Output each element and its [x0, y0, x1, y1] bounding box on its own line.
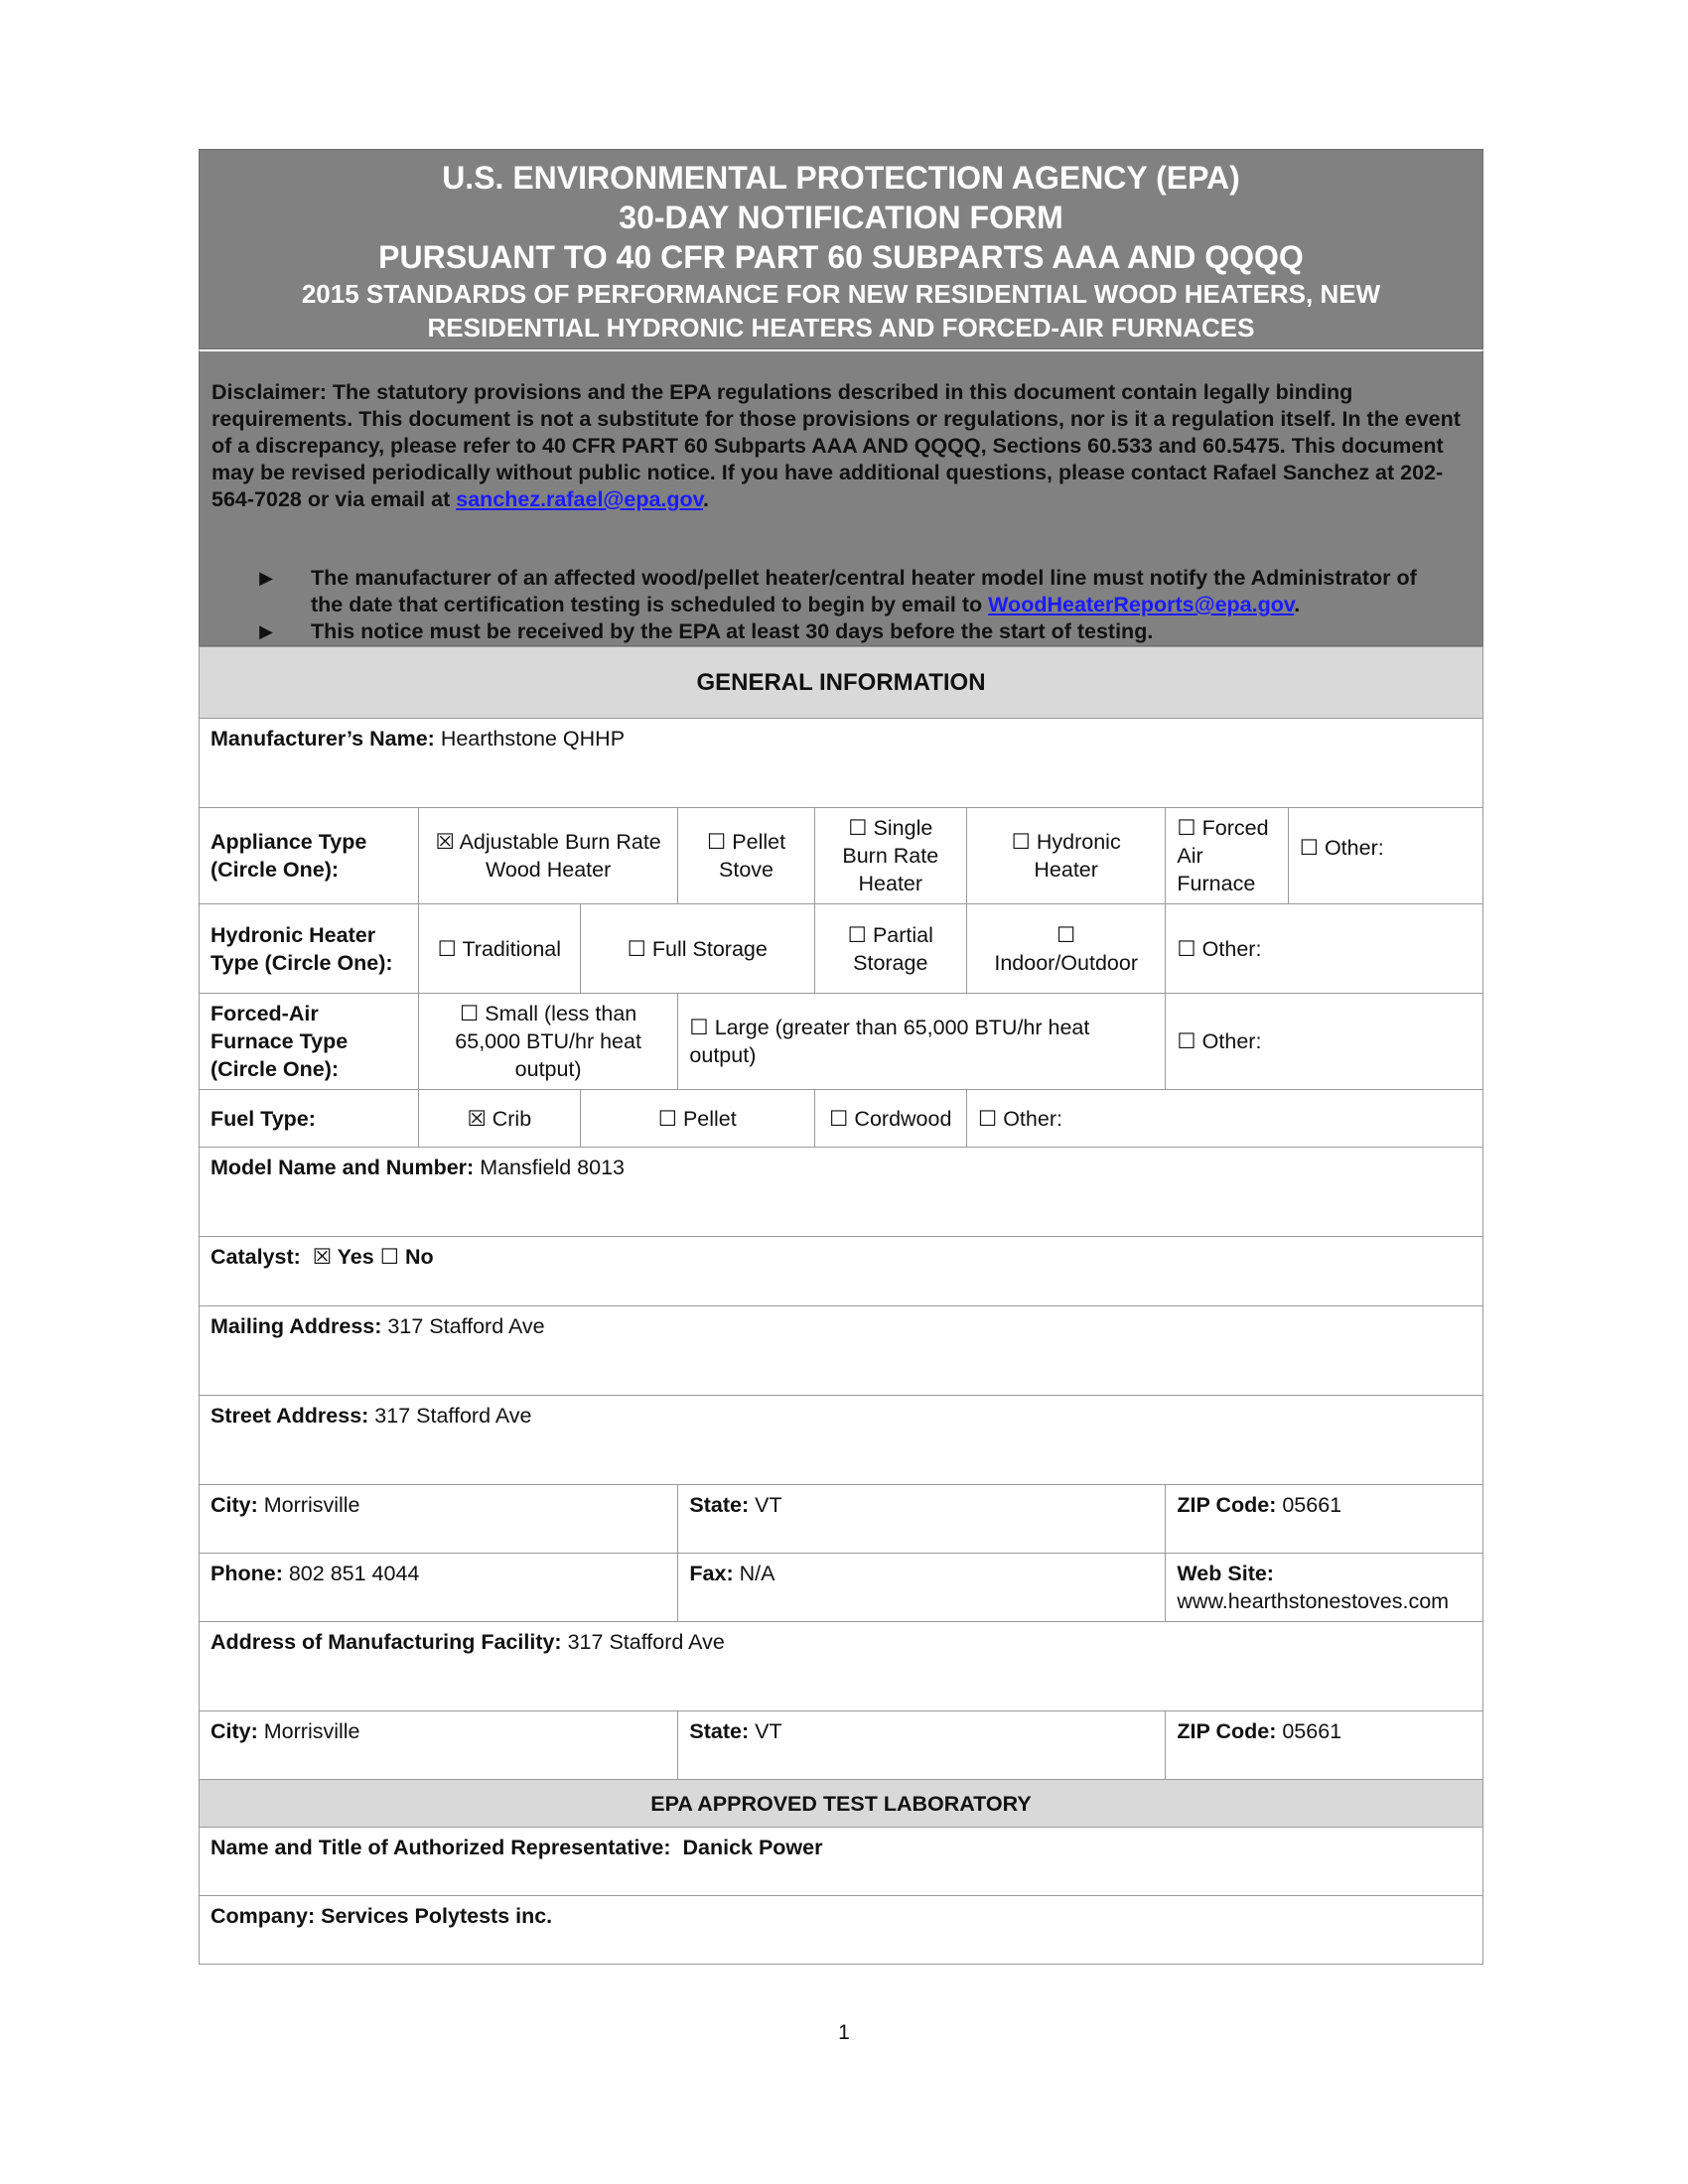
- fax-value: N/A: [739, 1562, 775, 1585]
- furnace-type-label: Forced-Air Furnace Type (Circle One):: [200, 994, 419, 1090]
- state-label: State:: [689, 1493, 750, 1517]
- facility-zip-label: ZIP Code:: [1177, 1719, 1277, 1743]
- section-title-test-lab: EPA APPROVED TEST LABORATORY: [200, 1780, 1483, 1828]
- checkbox-icon[interactable]: ☐: [437, 936, 457, 961]
- mailing-address-field[interactable]: [200, 1306, 1483, 1396]
- website-label: Web Site:: [1177, 1562, 1274, 1585]
- bullet-arrow-icon: ▶: [259, 568, 273, 588]
- street-address-field[interactable]: [200, 1396, 1483, 1485]
- disclaimer-paragraph: Disclaimer: The statutory provisions and the EPA regulations described in this document contain legally binding requirements. This document is not a substitute for those provisions or regulations, nor is it a regulation itself. In the event of a discrepancy, please refer to 40 CFR PART 60 Subparts AAA AND QQQQ, Sections 60.533 and 60.5475. This document may be revised periodically without public notice. If you have additional questions, please contact Rafael Sanchez at 202-564-7028 or via email at sanchez.rafael@epa.gov.: [211, 380, 1461, 511]
- mailing-address-label: Mailing Address:: [211, 1314, 382, 1338]
- catalyst-no-checkbox-icon[interactable]: ☐: [379, 1245, 399, 1269]
- checkbox-icon[interactable]: ☐: [627, 936, 646, 961]
- checkbox-icon[interactable]: ☐: [977, 1106, 998, 1131]
- catalyst-label: Catalyst:: [211, 1245, 301, 1269]
- facility-state-label: State:: [689, 1719, 750, 1743]
- header-pursuant: PURSUANT TO 40 CFR PART 60 SUBPARTS AAA AND QQQQ: [378, 239, 1304, 275]
- bullet-arrow-icon: ▶: [259, 621, 273, 641]
- checkbox-icon[interactable]: ☐: [1177, 1029, 1196, 1053]
- facility-city-value: Morrisville: [263, 1719, 360, 1743]
- appliance-option-adjustable-burn[interactable]: ☒ Adjustable Burn Rate Wood Heater: [418, 808, 678, 904]
- furnace-option-large[interactable]: ☐ Large (greater than 65,000 BTU/hr heat output): [678, 994, 1166, 1090]
- state-field[interactable]: [678, 1485, 1166, 1554]
- bullet-text: This notice must be received by the EPA at least 30 days before the start of testing.: [311, 619, 1154, 643]
- model-value: Mansfield 8013: [480, 1156, 626, 1179]
- header-form-name: 30-DAY NOTIFICATION FORM: [619, 200, 1063, 235]
- fuel-option-cordwood[interactable]: ☐ Cordwood: [814, 1090, 966, 1148]
- manufacturer-value: Hearthstone QHHP: [440, 727, 626, 751]
- appliance-option-single-burn[interactable]: ☐ Single Burn Rate Heater: [814, 808, 966, 904]
- furnace-option-small[interactable]: ☐ Small (less than 65,000 BTU/hr heat output): [418, 994, 678, 1090]
- state-value: VT: [755, 1493, 782, 1517]
- facility-address-value: 317 Stafford Ave: [567, 1630, 725, 1654]
- appliance-type-label: Appliance Type (Circle One):: [200, 808, 419, 904]
- appliance-option-pellet-stove[interactable]: ☐ Pellet Stove: [678, 808, 814, 904]
- bullet-list: [211, 565, 1471, 645]
- fax-field[interactable]: [678, 1554, 1166, 1622]
- model-field[interactable]: [200, 1148, 1483, 1237]
- representative-value: Danick Power: [682, 1836, 823, 1859]
- checkbox-icon[interactable]: ☐: [829, 1106, 849, 1131]
- facility-address-label: Address of Manufacturing Facility:: [211, 1630, 562, 1654]
- fuel-option-pellet[interactable]: ☐ Pellet: [580, 1090, 814, 1148]
- city-field[interactable]: [200, 1485, 678, 1554]
- page-number: 1: [838, 2021, 850, 2044]
- reports-email-link[interactable]: WoodHeaterReports@epa.gov: [988, 593, 1295, 616]
- phone-label: Phone:: [211, 1562, 283, 1585]
- checkbox-icon[interactable]: ☐: [1177, 816, 1196, 840]
- fuel-option-other[interactable]: ☐ Other:: [966, 1090, 1482, 1148]
- checked-box-icon[interactable]: ☒: [435, 830, 455, 854]
- facility-address-field[interactable]: [200, 1622, 1483, 1711]
- checkbox-icon[interactable]: ☐: [1056, 922, 1076, 947]
- bullet-item: ▶ The manufacturer of an affected wood/pellet heater/central heater model line must notify the Administrator of the date that certification testing is scheduled to begin by email to WoodHeaterReports@epa.gov.: [211, 565, 1471, 618]
- checkbox-icon[interactable]: ☐: [848, 816, 868, 840]
- phone-value: 802 851 4044: [288, 1562, 420, 1585]
- facility-zip-value: 05661: [1282, 1719, 1342, 1743]
- bullet-text: The manufacturer of an affected wood/pellet heater/central heater model line must notify the Administrator of the date that certification testing is scheduled to begin by email to: [311, 566, 1417, 616]
- fuel-type-label: Fuel Type:: [200, 1090, 419, 1148]
- appliance-option-hydronic[interactable]: ☐ Hydronic Heater: [966, 808, 1165, 904]
- hydronic-option-indoor-outdoor[interactable]: ☐ Indoor/Outdoor: [966, 904, 1165, 994]
- furnace-option-other[interactable]: ☐ Other:: [1166, 994, 1483, 1090]
- manufacturer-field[interactable]: [200, 719, 1483, 808]
- checkbox-icon[interactable]: ☐: [460, 1002, 480, 1025]
- contact-email-link[interactable]: sanchez.rafael@epa.gov: [456, 487, 704, 511]
- checkbox-icon[interactable]: ☐: [847, 922, 867, 947]
- street-address-value: 317 Stafford Ave: [374, 1404, 532, 1428]
- fax-label: Fax:: [689, 1562, 734, 1585]
- bullet-item: [211, 618, 1471, 645]
- city-value: Morrisville: [263, 1493, 360, 1517]
- phone-field[interactable]: [200, 1554, 678, 1622]
- company-label: Company:: [211, 1904, 316, 1928]
- general-information-table: [199, 646, 1483, 1965]
- website-field[interactable]: [1166, 1554, 1483, 1622]
- zip-value: 05661: [1282, 1493, 1342, 1517]
- facility-state-value: VT: [755, 1719, 782, 1743]
- checkbox-icon[interactable]: ☐: [1299, 836, 1319, 860]
- form-header: [199, 149, 1483, 349]
- hydronic-option-partial-storage[interactable]: ☐ Partial Storage: [814, 904, 966, 994]
- zip-label: ZIP Code:: [1177, 1493, 1277, 1517]
- disclaimer-box: [199, 349, 1483, 646]
- checked-box-icon[interactable]: ☒: [467, 1106, 487, 1131]
- section-title-general: GENERAL INFORMATION: [200, 647, 1483, 719]
- facility-city-field[interactable]: [200, 1711, 678, 1780]
- manufacturer-label: Manufacturer’s Name:: [211, 727, 435, 751]
- facility-state-field[interactable]: [678, 1711, 1166, 1780]
- fuel-option-crib[interactable]: ☒ Crib: [418, 1090, 580, 1148]
- website-value: www.hearthstonestoves.com: [1177, 1589, 1450, 1613]
- header-standards: 2015 STANDARDS OF PERFORMANCE FOR NEW RESIDENTIAL WOOD HEATERS, NEW RESIDENTIAL HYDRONIC HEATERS AND FORCED-AIR FURNACES: [301, 279, 1381, 342]
- header-agency: U.S. ENVIRONMENTAL PROTECTION AGENCY (EPA): [442, 160, 1240, 196]
- appliance-option-other[interactable]: ☐ Other:: [1288, 808, 1482, 904]
- checkbox-icon[interactable]: ☐: [657, 1106, 677, 1131]
- model-label: Model Name and Number:: [211, 1156, 475, 1179]
- hydronic-option-traditional[interactable]: ☐ Traditional: [418, 904, 580, 994]
- company-value: Services Polytests inc.: [321, 1904, 553, 1928]
- disclaimer-text: Disclaimer: The statutory provisions and the EPA regulations described in this document contain legally binding requirements. This document is not a substitute for those provisions or regulations, nor is it a regulation itself. In the event of a discrepancy, please refer to 40 CFR PART 60 Subparts AAA AND QQQQ, Sections 60.533 and 60.5475. This document may be revised periodically without public notice. If you have additional questions, please contact Rafael Sanchez at 202-564-7028 or via email at: [211, 380, 1461, 511]
- checkbox-icon[interactable]: ☐: [707, 830, 727, 854]
- hydronic-option-full-storage[interactable]: ☐ Full Storage: [580, 904, 814, 994]
- hydronic-option-other[interactable]: ☐ Other:: [1166, 904, 1483, 994]
- mailing-address-value: 317 Stafford Ave: [387, 1314, 545, 1338]
- representative-field[interactable]: [200, 1828, 1483, 1896]
- street-address-label: Street Address:: [211, 1404, 369, 1428]
- checkbox-icon[interactable]: ☐: [1011, 830, 1031, 854]
- appliance-option-forced-air[interactable]: ☐ Forced Air Furnace: [1166, 808, 1288, 904]
- checkbox-icon[interactable]: ☐: [689, 1016, 709, 1039]
- city-label: City:: [211, 1493, 258, 1517]
- representative-label: Name and Title of Authorized Representative:: [211, 1836, 671, 1859]
- facility-city-label: City:: [211, 1719, 258, 1743]
- catalyst-yes-checkbox-icon[interactable]: ☒: [312, 1245, 333, 1269]
- checkbox-icon[interactable]: ☐: [1177, 936, 1196, 961]
- form-page: [199, 149, 1483, 1965]
- facility-zip-field[interactable]: [1166, 1711, 1483, 1780]
- zip-field[interactable]: [1166, 1485, 1483, 1554]
- hydronic-type-label: Hydronic Heater Type (Circle One):: [200, 904, 419, 994]
- company-field[interactable]: [200, 1896, 1483, 1965]
- catalyst-field[interactable]: Catalyst: ☒ Yes ☐ No: [200, 1237, 1483, 1306]
